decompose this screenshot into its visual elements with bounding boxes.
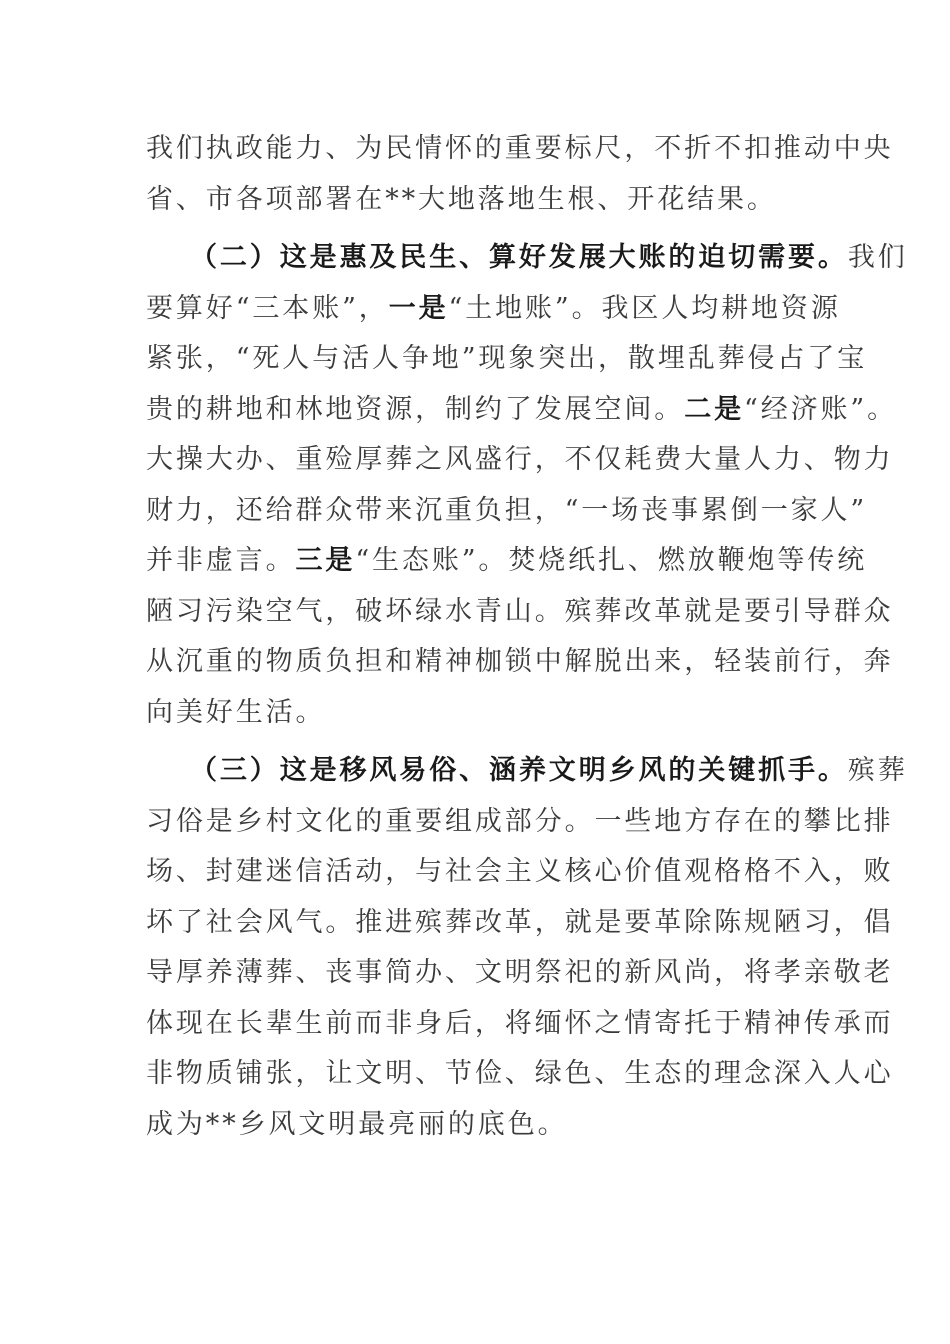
text-line: 紧张，“死人与活人争地”现象突出，散埋乱葬侵占了宝 bbox=[146, 343, 868, 374]
text-line: 场、封建迷信活动，与社会主义核心价值观格格不入，败 bbox=[146, 856, 894, 887]
text-run: 贵的耕地和林地资源，制约了发展空间。 bbox=[146, 393, 685, 425]
paragraph-3 bbox=[146, 746, 908, 1150]
text-line bbox=[146, 536, 868, 587]
text-run: “经济账”。 bbox=[744, 393, 898, 425]
text-line: 非物质铺张，让文明、节俭、绿色、生态的理念深入人心 bbox=[146, 1058, 894, 1089]
emphasis-label: 一是 bbox=[388, 292, 449, 324]
text-run: 要算好“三本账”， bbox=[146, 292, 389, 324]
text-line: 坏了社会风气。推进殡葬改革，就是要革除陈规陋习，倡 bbox=[146, 906, 894, 938]
text-line: 我们执政能力、为民情怀的重要标尺，不折不扣推动中央 bbox=[146, 133, 894, 164]
text-line: 导厚养薄葬、丧事简办、文明祭祀的新风尚，将孝亲敬老 bbox=[146, 957, 894, 988]
text-run: 并非虚言。 bbox=[146, 545, 296, 576]
text-run: “生态账”。焚烧纸扎、燃放鞭炮等传统 bbox=[355, 545, 868, 576]
text-line: 陋习污染空气，破坏绿水青山。殡葬改革就是要引导群众 bbox=[146, 595, 894, 627]
text-line: 体现在长辈生前而非身后，将缅怀之情寄托于精神传承而 bbox=[146, 1007, 894, 1039]
text-line: 向美好生活。 bbox=[146, 696, 326, 728]
document-body bbox=[146, 124, 908, 1150]
text-line bbox=[146, 746, 908, 797]
paragraph-1 bbox=[146, 124, 894, 225]
text-line: 省、市各项部署在**大地落地生根、开花结果。 bbox=[146, 183, 777, 215]
text-line bbox=[146, 233, 908, 284]
text-run: “土地账”。我区人均耕地资源 bbox=[448, 292, 841, 324]
text-line: 财力，还给群众带来沉重负担，“一场丧事累倒一家人” bbox=[146, 494, 868, 526]
text-line bbox=[146, 284, 841, 335]
text-line: 成为**乡风文明最亮丽的底色。 bbox=[146, 1108, 568, 1140]
text-run: 我们 bbox=[847, 242, 908, 273]
text-line bbox=[146, 385, 898, 436]
section-heading: （三）这是移风易俗、涵养文明乡风的关键抓手。 bbox=[190, 755, 848, 786]
section-heading: （二）这是惠及民生、算好发展大账的迫切需要。 bbox=[190, 242, 848, 273]
emphasis-label: 三是 bbox=[295, 545, 356, 576]
text-line: 大操大办、重殓厚葬之风盛行，不仅耗费大量人力、物力 bbox=[146, 444, 894, 475]
text-line: 从沉重的物质负担和精神枷锁中解脱出来，轻装前行，奔 bbox=[146, 646, 894, 677]
text-line: 习俗是乡村文化的重要组成部分。一些地方存在的攀比排 bbox=[146, 805, 894, 837]
emphasis-label: 二是 bbox=[684, 393, 745, 425]
text-run: 殡葬 bbox=[847, 755, 908, 786]
paragraph-2 bbox=[146, 233, 908, 738]
